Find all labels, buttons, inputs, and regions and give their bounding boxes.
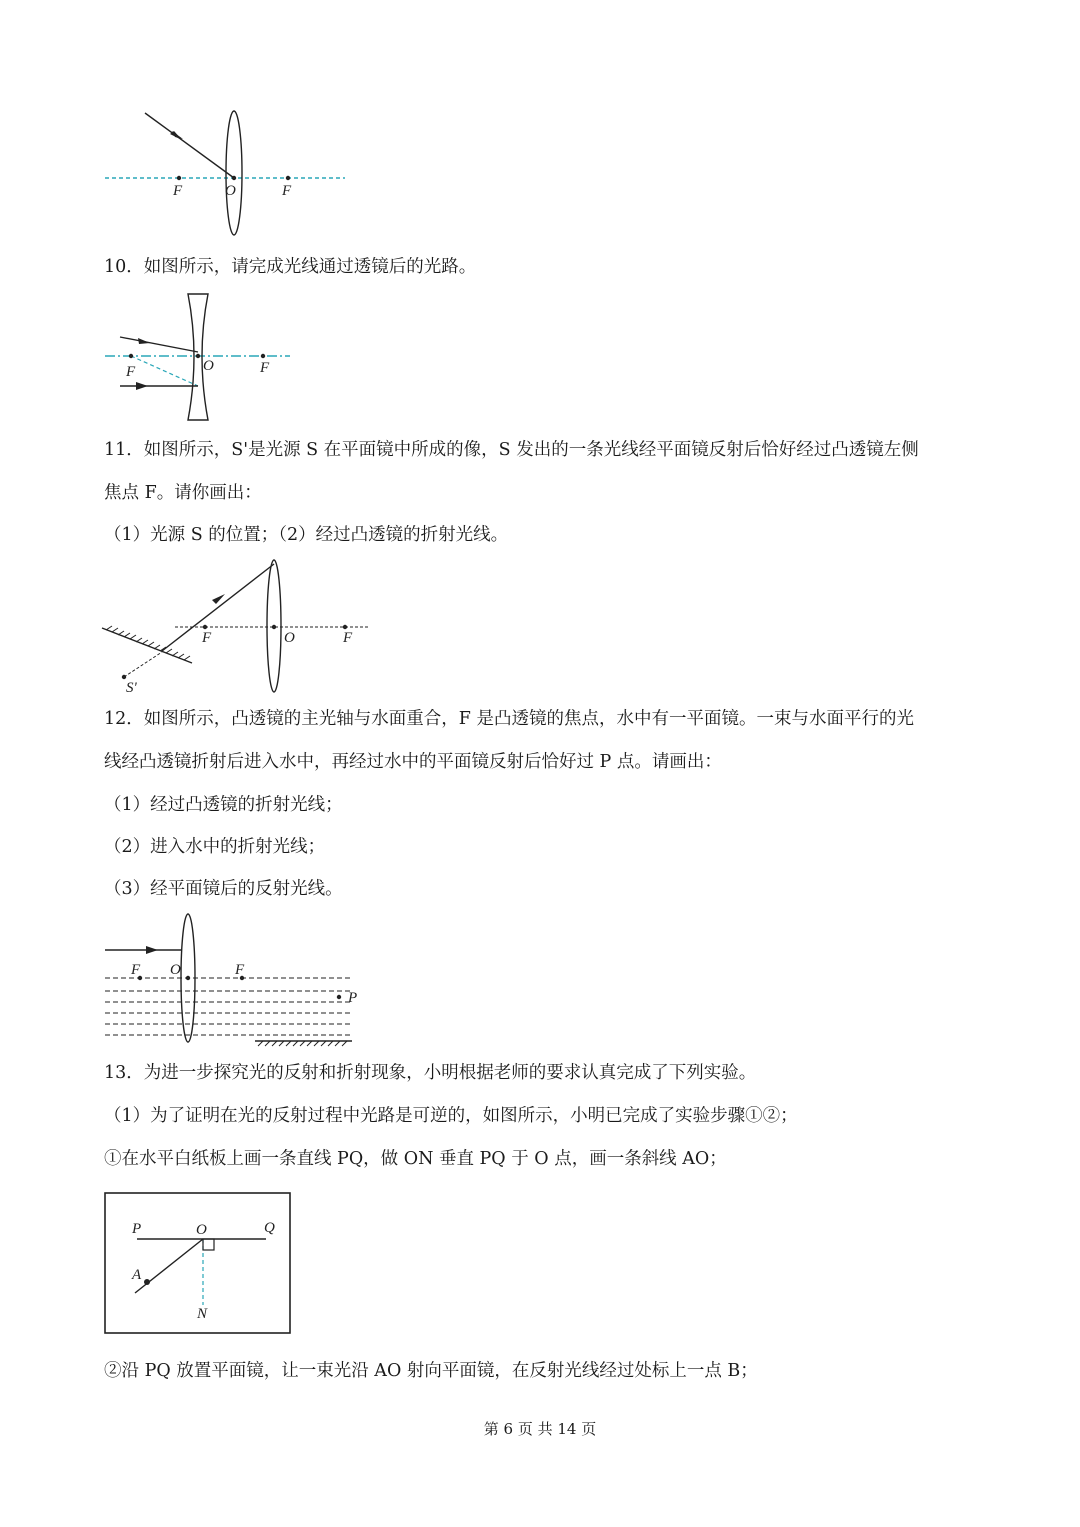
figure-concave-lens [100,290,300,425]
question-10: 10．如图所示，请完成光线通过透镜后的光路。 [104,257,477,277]
point-n-label: N [197,1306,208,1322]
focus-label-left: F [131,962,141,978]
point-p-label: P [132,1221,142,1237]
focus-label-right: F [260,360,270,376]
question-11-line1: 11．如图所示，S'是光源 S 在平面镜中所成的像，S 发出的一条光线经平面镜反射后恰好经过凸透镜左侧 [104,440,919,460]
optical-center-label: O [170,962,181,978]
question-12-line4: （2）进入水中的折射光线； [104,837,326,857]
focus-label-right: F [343,630,353,646]
point-p-label: P [348,990,358,1006]
figure-mirror-convex-lens [100,556,380,701]
page-footer: 第 6 页 共 14 页 [483,1420,597,1438]
focus-label-left: F [173,183,183,199]
figure-convex-lens-top [100,105,350,240]
question-11-line3: （1）光源 S 的位置；（2）经过凸透镜的折射光线。 [104,525,509,545]
focus-label-right: F [282,183,292,199]
image-point-label: S' [126,680,137,696]
question-13-line1: 13．为进一步探究光的反射和折射现象，小明根据老师的要求认真完成了下列实验。 [104,1063,757,1083]
question-12-line3: （1）经过凸透镜的折射光线； [104,795,343,815]
focus-label-right: F [235,962,245,978]
optical-center-label: O [284,630,295,646]
point-o-label: O [196,1222,207,1238]
point-a-label: A [132,1267,142,1283]
question-11-line2: 焦点 F。请你画出： [104,483,262,503]
focus-label-left: F [126,364,136,380]
figure-reflection-board [104,1192,292,1335]
point-q-label: Q [264,1220,275,1236]
question-12-line2: 线经凸透镜折射后进入水中，再经过水中的平面镜反射后恰好过 P 点。请画出： [104,752,722,772]
question-13-line2: （1）为了证明在光的反射过程中光路是可逆的，如图所示，小明已完成了实验步骤①②； [104,1106,798,1126]
focus-label-left: F [202,630,212,646]
figure-lens-water-mirror [100,910,365,1050]
question-13-step1: ①在水平白纸板上画一条直线 PQ，做 ON 垂直 PQ 于 O 点，画一条斜线 AO； [104,1149,727,1169]
optical-center-label: O [225,183,236,199]
question-13-step2: ②沿 PQ 放置平面镜，让一束光沿 AO 射向平面镜，在反射光线经过处标上一点 B； [104,1361,758,1381]
question-12-line5: （3）经平面镜后的反射光线。 [104,879,343,899]
optical-center-label: O [203,358,214,374]
question-12-line1: 12．如图所示，凸透镜的主光轴与水面重合，F 是凸透镜的焦点，水中有一平面镜。一束与水面平行的光 [104,709,914,729]
